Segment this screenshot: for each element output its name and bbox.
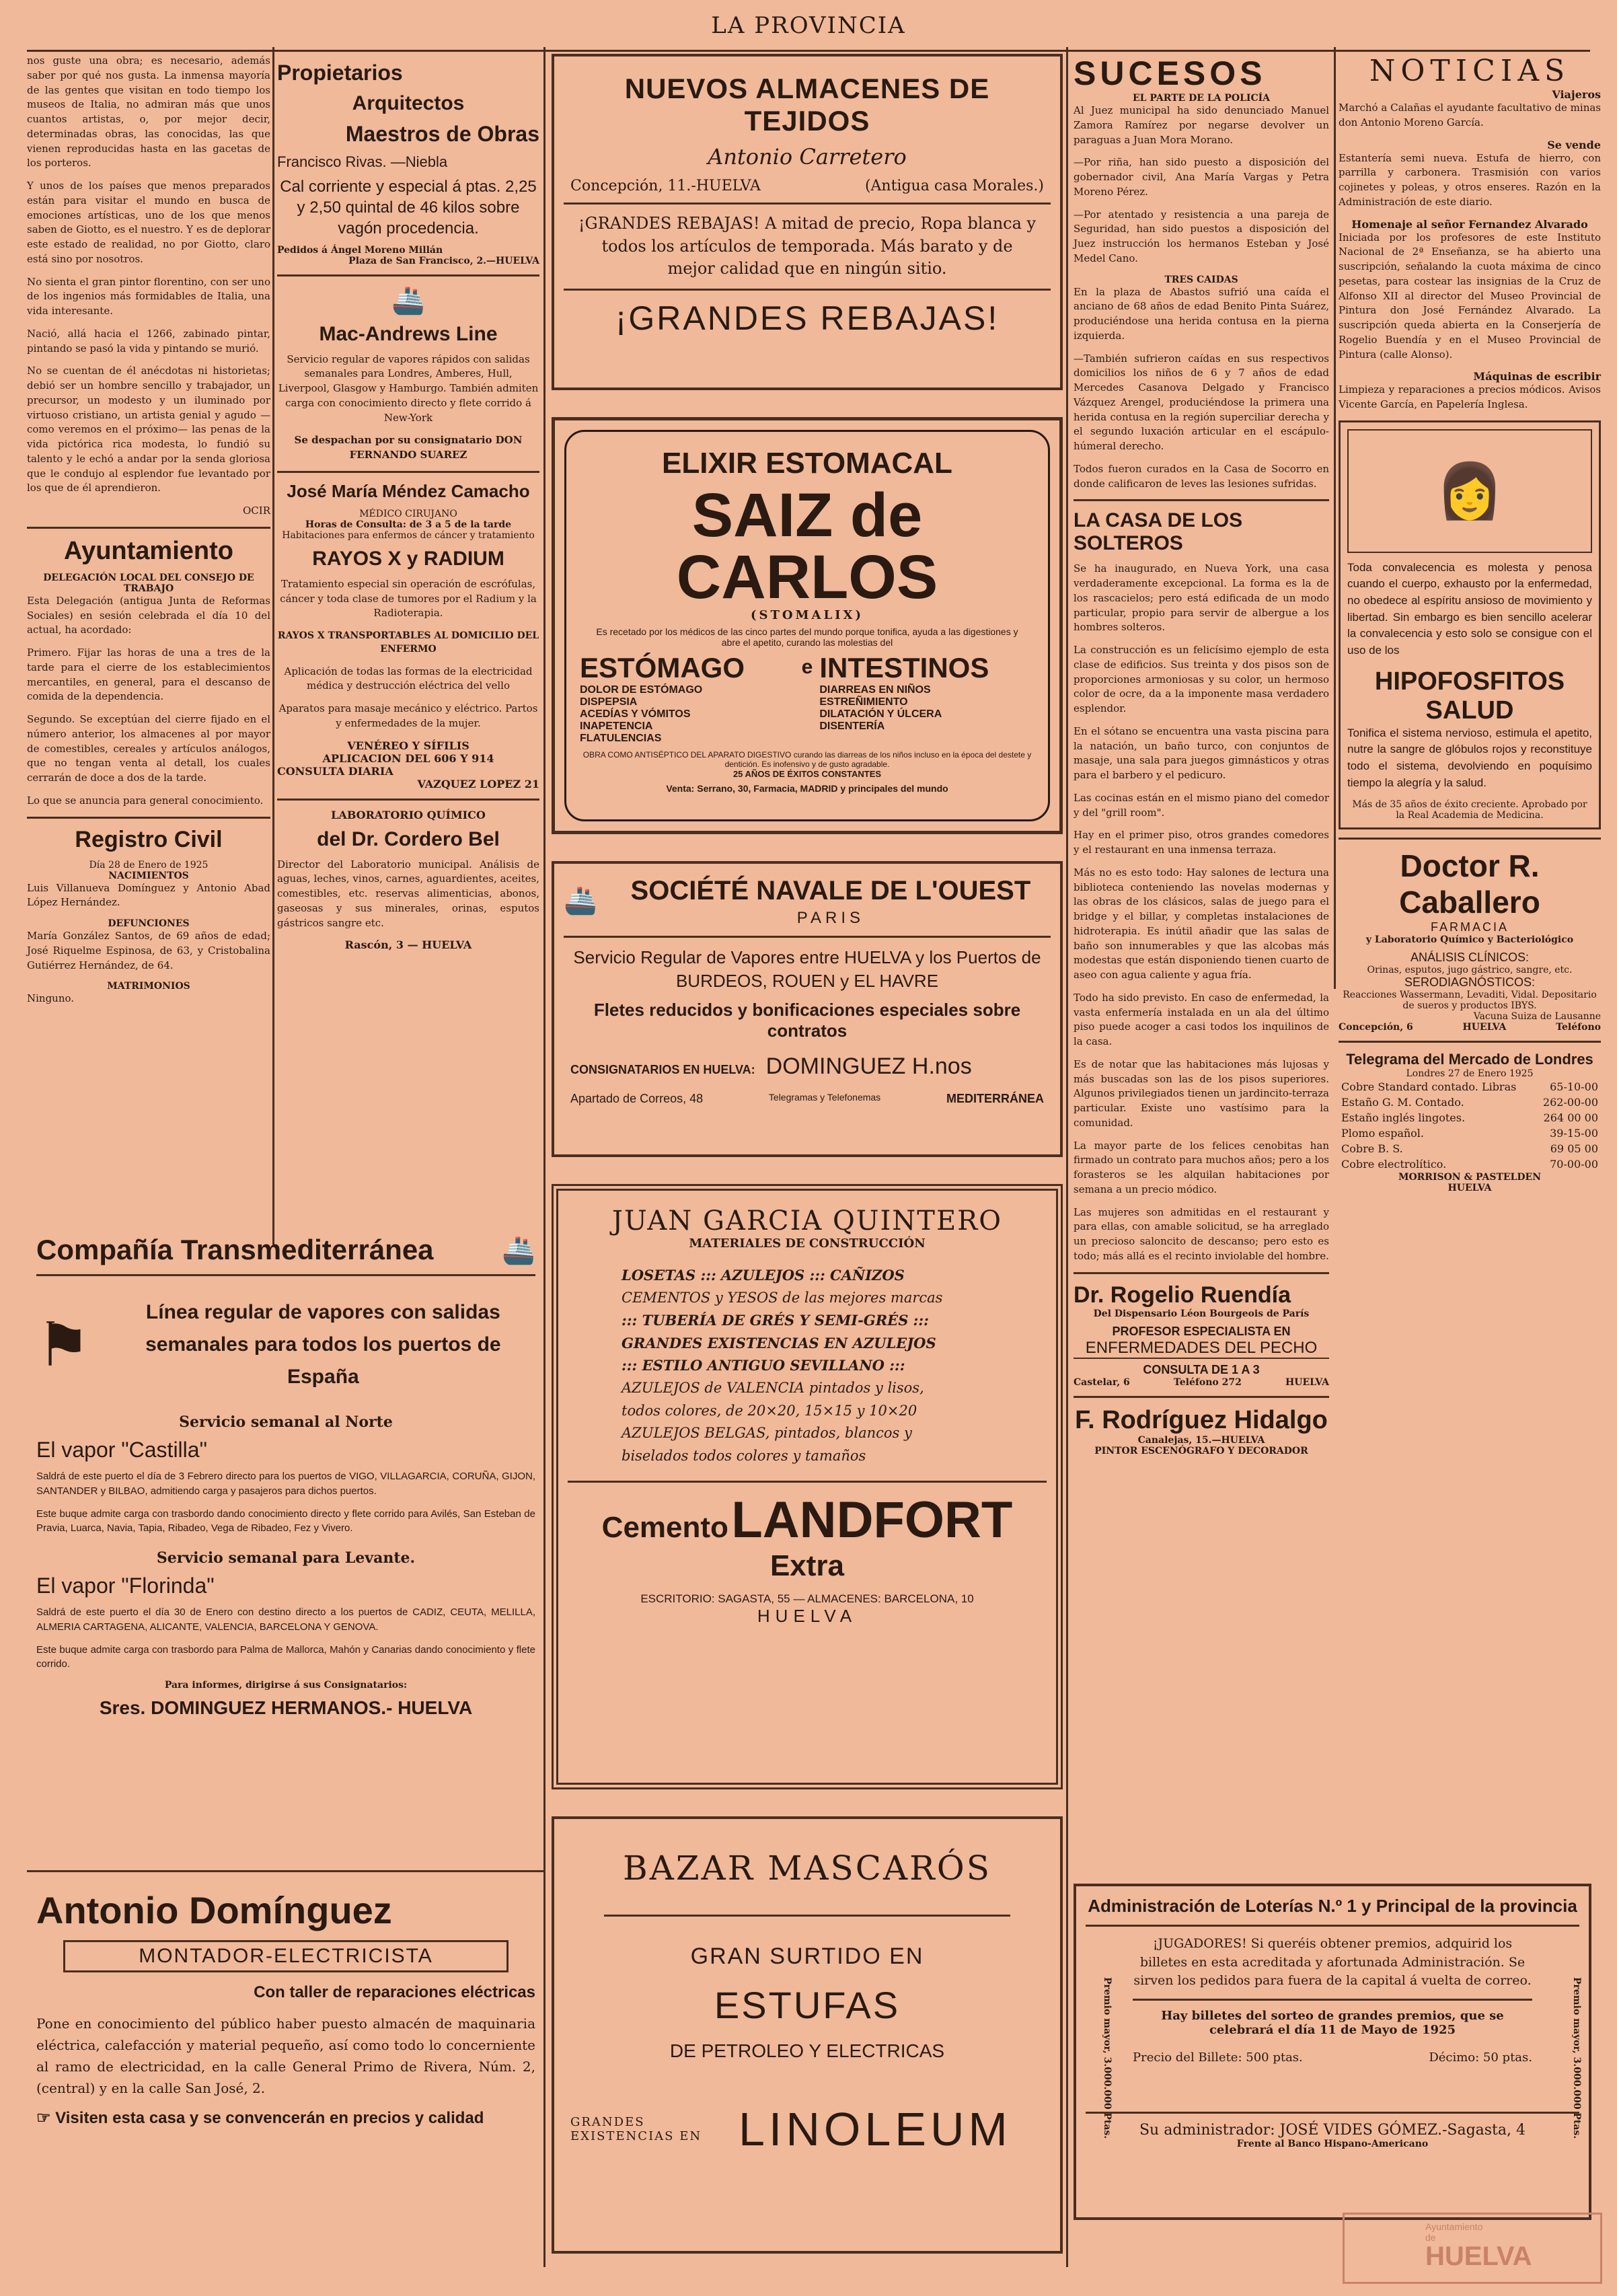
flag-icon: ⚑	[36, 1309, 91, 1380]
paragraph: Y unos de los países que menos preparados están para visitar el mundo en busca de emociones artísticas, uno de los que menos saben de Giotto, es el nuestro. Y es de deplorar este estado de realidad, no por Giotto, claro está sino por nosotros.	[27, 180, 270, 265]
subheading: Servicio semanal al Norte	[179, 1413, 393, 1431]
ad-contact-row	[570, 1092, 1044, 1106]
table-row	[1339, 1141, 1601, 1156]
divider	[36, 1274, 535, 1276]
ad-text: Línea regular de vapores con salidas semanales para todos los puertos de España	[145, 1301, 501, 1388]
ad-text: (Antigua casa Morales.)	[864, 178, 1044, 194]
paragraph: —También sufrieron caídas en sus respectivos domicilios los niños de 6 y 7 años de edad Mercedes Casanova Delgado y Francisco Vázquez Arengel, produciéndose la primera una herida contusa en la región superciliar derecha y el segundo luxación articular en el escápulo-húmeral derecho.	[1074, 352, 1329, 452]
masthead: LA PROVINCIA	[27, 12, 1590, 52]
ad-antonio-dominguez	[27, 1870, 545, 2207]
subheading: TRES CAIDAS	[1164, 274, 1238, 285]
ad-text: Más de 35 años de éxito creciente. Aprobado por la Real Academia de Medicina.	[1352, 799, 1587, 821]
ad-text: Es recetado por los médicos de las cinco partes del mundo porque tonifica, ayuda a las digestiones y abre el apetito, curando las molestias del	[596, 626, 1018, 648]
side-label: Premio mayor, 3.000.000 Ptas.	[1102, 1976, 1113, 2139]
ad-juan-garcia	[552, 1184, 1063, 1789]
ad-city: HUELVA	[1462, 1022, 1507, 1033]
ad-mac-andrews	[277, 323, 539, 463]
ad-text: Este buque admite carga con trasbordo dando conocimiento directo y flete corrido para Avilés, San Esteban de Pravia, Luarca, Navia, Tapia, Ribadeo, Vega de Ribadeo, Fez y Vivero.	[36, 1508, 535, 1534]
paragraph: —Por atentado y resistencia a una pareja de Seguridad, han sido puestos a disposición del Juez instrucción los hermanos Esteban y José Medel Cano.	[1074, 208, 1329, 264]
divider	[27, 527, 270, 529]
table-cell: 39-15-00	[1550, 1127, 1598, 1140]
hand-icon: ☞	[36, 2109, 51, 2127]
material-line: biselados todos colores y tamaños	[622, 1447, 866, 1464]
ad-propietarios	[277, 61, 539, 266]
divider	[1086, 1925, 1579, 1927]
ad-label: CONSIGNATARIOS EN HUELVA:	[570, 1063, 755, 1077]
paragraph: No sienta el gran pintor florentino, con ser uno de los ingenios más formidables de Italia, una vida interesante.	[27, 275, 270, 317]
ad-text: OBRA COMO ANTISÉPTICO DEL APARATO DIGESTIVO curando las diarreas de los niños incluso en la época del destete y dentición. Es inofensivo y de gusto agradable.	[582, 750, 1032, 769]
divider	[1133, 1999, 1532, 2001]
paragraph: Esta Delegación (antigua Junta de Reformas Sociales) en sesión celebrada el día 10 del actual, ha acordado:	[27, 594, 270, 636]
ad-header	[564, 873, 1051, 928]
divider	[1074, 1272, 1329, 1274]
ad-subtitle: Del Dispensario Léon Bourgeois de París	[1093, 1308, 1310, 1319]
material-line: LOSETAS ::: AZULEJOS ::: CAÑIZOS	[622, 1267, 905, 1284]
ad-text: Reacciones Wassermann, Levaditi, Vidal. Depositario de sueros y productos IBYS.	[1343, 990, 1597, 1012]
ad-text: Orinas, esputos, jugo gástrico, sangre, etc.	[1367, 965, 1573, 976]
paragraph: Lo que se anuncia para general conocimiento.	[27, 794, 264, 807]
paragraph: Estantería semi nueva. Estufa de hierro, con parrilla y carbonera. Trasmisión con varios cojinetes y poleas, y otros enseres. Razón en la Administración de este diario.	[1339, 151, 1601, 208]
ad-title: Compañía Transmediterránea	[36, 1234, 434, 1265]
material-line: ::: ESTILO ANTIGUO SEVILLANO :::	[622, 1357, 905, 1374]
table-row	[1339, 1110, 1601, 1125]
paragraph: Iniciada por los profesores de este Instituto Nacional de 2ª Enseñanza, se ha abierto una suscripción, señalando la cuota máxima de cinco pesetas, para costear las insignias de la Cruz de Alfonso XII al director del Museo Provincial de Pintura don José Fernández Alvarado. La suscripción queda abierta en la Conserjería de Rogelio Buendía y en el Museo Provincial de Pintura (calle Alonso).	[1339, 231, 1601, 361]
ad-text: Vacuna Suiza de Lausanne	[1473, 1011, 1601, 1023]
ad-price: Décimo: 50 ptas.	[1429, 2050, 1532, 2065]
ad-subtitle: FARMACIA	[1430, 920, 1509, 934]
divider	[27, 817, 270, 819]
market-table	[1339, 1079, 1601, 1172]
ad-text: APLICACION DEL 606 Y 914	[322, 751, 494, 765]
ad-slogan: ¡GRANDES REBAJAS!	[615, 299, 1000, 337]
date: Día 28 de Enero de 1925	[89, 859, 209, 871]
divider	[564, 936, 1051, 938]
ad-title: NUEVOS ALMACENES DE TEJIDOS	[624, 73, 990, 137]
section-title: SUCESOS	[1074, 54, 1267, 92]
paragraph: En el sótano se encuentra una vasta piscina para la natación, un baño turco, con conjuntos de masaje, una sala para juegos gimnásticos y otras para el barbero y el pedicuro.	[1074, 725, 1329, 781]
ad-text: GRANDES EXISTENCIAS EN	[570, 2115, 702, 2143]
ad-phone: Teléfono	[1556, 1022, 1601, 1033]
ad-title: Antonio Domínguez	[36, 1889, 392, 1931]
table-cell: 70-00-00	[1550, 1158, 1598, 1171]
ad-consignee: Sres. DOMINGUEZ HERMANOS.- HUELVA	[99, 1697, 473, 1718]
divider	[568, 1481, 1047, 1483]
paragraph: María González Santos, de 69 años de edad; José Riquelme Espinosa, de 63, y Cristobalina Gutiérrez Hernández, de 64.	[27, 930, 270, 971]
ad-text: Tonifica el sistema nervioso, estimula el apetito, nutre la sangre de glóbulos rojos y reconstituye todo el sistema, devolviendo en poquísimo tiempo la alegría y la salud.	[1347, 726, 1592, 789]
material-line: ::: TUBERÍA DE GRÉS Y SEMI-GRÉS :::	[622, 1312, 929, 1329]
steamship-icon: 🚢	[391, 285, 425, 316]
article-giotto	[27, 54, 270, 519]
woman-illustration-icon: 👩	[1347, 429, 1592, 553]
archive-watermark	[1343, 2213, 1602, 2284]
ad-address: Concepción, 11.-HUELVA	[570, 178, 761, 194]
paragraph: Limpieza y reparaciones a precios módicos. Avisos Vicente García, en Papelería Inglesa.	[1339, 383, 1601, 410]
table-cell: Cobre Standard contado. Libras	[1341, 1080, 1517, 1094]
subheading: Viajeros	[1552, 88, 1601, 101]
ad-brand: LINOLEUM	[739, 2103, 1012, 2155]
brand-name: SALUD	[1425, 696, 1514, 725]
conjunction: e	[801, 656, 813, 678]
paragraph: Nació, allá hacia el 1266, zabinado pintar, pintando se pasó la vida y pintando se murió.	[27, 327, 270, 355]
section-subtitle: DELEGACIÓN LOCAL DEL CONSEJO DE TRABAJO	[43, 572, 254, 594]
ad-word: Cemento	[601, 1511, 728, 1545]
registro-section	[27, 827, 270, 1007]
ad-title: SOCIÉTÉ NAVALE DE L'OUEST	[630, 876, 1031, 905]
ad-text: ¡GRANDES REBAJAS! A mitad de precio, Ropa blanca y todos los artículos de temporada. Más barato y de mejor calidad que en ningún sitio.	[578, 214, 1037, 279]
paragraph: Todo ha sido previsto. En caso de enfermedad, la vasta enfermería instalada en un ala del último piso puede acoger a casi todos los inquilinos de la casa.	[1074, 991, 1329, 1047]
ad-text: Toda convalecencia es molesta y penosa cuando el cuerpo, exhausto por la enfermedad, no obedece al espíritu ansioso de movimiento y libertad. Sin embargo es bien sencillo acelerar la convalecencia y esto solo se consigue con el uso de los	[1347, 560, 1592, 657]
ad-header	[36, 1234, 535, 1266]
ad-contact-row	[1339, 1022, 1601, 1033]
subheading: Servicio semanal para Levante.	[156, 1549, 416, 1567]
column-1	[27, 54, 270, 1014]
ad-bazar-mascaros	[552, 1816, 1063, 2254]
divider	[564, 289, 1051, 291]
ad-text: Servicio Regular de Vapores entre HUELVA y los Puertos de BURDEOS, ROUEN y EL HAVRE	[573, 947, 1041, 992]
paragraph: Primero. Fijar las horas de una a tres de la tarde para el cierre de los establecimientos mercantiles, en general, para el descanso de comida de la dependencia.	[27, 646, 270, 703]
ad-title: LABORATORIO QUÍMICO	[331, 808, 486, 821]
side-label: Premio mayor, 3.000.000 Ptas.	[1571, 1976, 1582, 2139]
paragraph: Las mujeres son admitidas en el restaurant y para ellas, con amable solicitud, se ha arreglado un precioso saloncito de descanso; pero esto es todo; más allá es el recinto inviolable del hombre.	[1074, 1206, 1329, 1262]
ad-text: Aplicación de todas las formas de la electricidad médica y destrucción eléctrica del vello	[284, 665, 533, 692]
subheading: Máquinas de escribir	[1473, 370, 1601, 383]
steamship-icon: 🚢	[502, 1234, 535, 1266]
subheading: Se vende	[1547, 138, 1601, 151]
paragraph: Al Juez municipal ha sido denunciado Manuel Zamora Ramírez por negarse devolver un paraguas a Juan Mora Morano.	[1074, 104, 1329, 146]
divider	[277, 799, 539, 801]
material-line: todos colores, de 20×20, 15×15 y 10×20	[622, 1402, 917, 1419]
price-row	[1133, 2050, 1532, 2065]
ad-text: RAYOS X TRANSPORTABLES AL DOMICILIO DEL ENFERMO	[277, 630, 539, 655]
ad-societe-navale	[552, 861, 1063, 1157]
paragraph: Se ha inaugurado, en Nueva York, una casa verdaderamente excepcional. La forma es la de los rascacielos; pero está edificada de un modo particular, propio para servir de albergue a los hombres solteros.	[1074, 562, 1329, 634]
subheading: NACIMIENTOS	[108, 870, 189, 881]
ad-title: Dr. Rogelio Ruendía	[1074, 1282, 1291, 1308]
materials-list	[622, 1264, 993, 1467]
ad-title: RAYOS X y RADIUM	[312, 547, 504, 570]
divider	[604, 1915, 1010, 1917]
brand-name: LANDFORT	[731, 1491, 1013, 1549]
ad-title: del Dr. Cordero Bel	[317, 827, 500, 850]
ad-text: Saldrá de este puerto el día 30 de Enero con destino directo a los puertos de CADIZ, CEUTA, MELILLA, ALMERIA CARTAGENA, ALICANTE, VALENCIA, BARCELONA Y GENOVA.	[36, 1606, 535, 1633]
subheading: Homenaje al señor Fernandez Alvarado	[1351, 217, 1588, 231]
paragraph: No se cuentan de él anécdotas ni historietas; debió ser un hombre sencillo y trabajador, un precursor, un modesto y un iluminado por virtuoso cristiano, un artista genial y agudo —como veremos en el próximo— las penas de la vida pictórica rica modesta, lo fundió su talento y le echó a andar por la senda gloriosa que le condujo al esplendor fue levantado por los que de él aprendieron.	[27, 365, 270, 494]
ayuntamiento-section	[27, 537, 270, 809]
ad-owner: Antonio Carretero	[708, 144, 907, 170]
table-cell: 264 00 00	[1543, 1111, 1598, 1125]
ad-text: Hay billetes del sorteo de grandes premios, que se celebrará el día 11 de Mayo de 1925	[1161, 2008, 1504, 2037]
ad-consignee: DOMINGUEZ H.nos	[765, 1053, 972, 1080]
visit-row	[36, 2108, 535, 2128]
ad-address: Canalejas, 15.—HUELVA	[1137, 1434, 1265, 1446]
table-cell: 65-10-00	[1550, 1080, 1598, 1094]
ad-address: Castelar, 6	[1074, 1376, 1130, 1388]
subheading: DEFUNCIONES	[108, 918, 190, 929]
ad-title: José María Méndez Camacho	[287, 480, 530, 501]
ad-heading: ANÁLISIS CLÍNICOS:	[1410, 951, 1530, 965]
ad-text: Se despachan por su consignatario DON FERNANDO SUAREZ	[294, 434, 523, 461]
ad-title: F. Rodríguez Hidalgo	[1075, 1405, 1328, 1434]
paragraph: Luis Villanueva Domínguez y Antonio Abad López Hernández.	[27, 881, 270, 909]
ad-text: GRAN SURTIDO EN	[690, 1943, 924, 1969]
watermark-text: de	[1425, 2232, 1436, 2243]
ad-transmediterranea	[27, 1224, 545, 1857]
ad-title: Doctor R. Caballero	[1399, 848, 1540, 920]
column-3	[552, 54, 1063, 2274]
ad-subtitle: PARIS	[796, 909, 865, 927]
ad-text: Fletes reducidos y bonificaciones especiales sobre contratos	[593, 1000, 1021, 1041]
date: Londres 27 de Enero 1925	[1406, 1068, 1534, 1080]
linoleum-row	[564, 2102, 1051, 2156]
ad-symptom-columns	[580, 652, 1035, 745]
ad-heading: SERODIAGNÓSTICOS:	[1404, 975, 1536, 990]
ad-title: BAZAR MASCARÓS	[622, 1849, 992, 1888]
mercado-londres	[1339, 1051, 1601, 1193]
column-5	[1339, 54, 1601, 1193]
material-line: AZULEJOS BELGAS, pintados, blancos y	[622, 1425, 912, 1442]
ad-text: Para informes, dirigirse á sus Consignatarios:	[164, 1680, 408, 1691]
ad-address: ESCRITORIO: SAGASTA, 55 — ALMACENES: BARCELONA, 10	[640, 1592, 974, 1606]
ad-text: ¡JUGADORES! Si queréis obtener premios, adquirid los billetes en esta acreditada y afortunada Administración. Se sirven los pedidos para fuera de la capital á vuelta de correo.	[1133, 1936, 1532, 1989]
ad-mendez-camacho	[277, 481, 539, 790]
ad-text: CONSULTA DE 1 A 3	[1143, 1362, 1260, 1376]
ad-hipofosfitos	[1339, 420, 1601, 829]
symptom: DISPEPSIA	[580, 696, 638, 708]
ad-label: Telegramas y Telefonemas	[768, 1092, 881, 1103]
ad-text: Director del Laboratorio municipal. Análisis de aguas, leches, vinos, carnes, aguardientes, aceites, comestibles, etc. reservas alimenticias, abonos, gaseosas y sus minerales, orinas, esputos gástricos sangre etc.	[277, 858, 539, 929]
ad-text: 25 AÑOS DE ÉXITOS CONSTANTES	[732, 769, 882, 779]
ad-city: HUELVA	[1447, 1183, 1492, 1194]
symptom: DOLOR DE ESTÓMAGO	[580, 684, 703, 696]
subheading: MATRIMONIOS	[107, 981, 190, 992]
ad-text: PROFESOR ESPECIALISTA EN	[1112, 1324, 1291, 1338]
symptom: ESTREÑIMIENTO	[819, 696, 908, 708]
paragraph: La mayor parte de los felices cenobitas han firmado un contrato para muchos años; pero a los forasteros se les alquilan habitaciones por semana a un precio módico.	[1074, 1139, 1329, 1195]
signature: OCIR	[243, 505, 270, 517]
column-rule	[272, 47, 274, 1245]
ad-laboratorio	[277, 809, 539, 952]
ad-title: Administración de Loterías N.º 1 y Principal de la provincia	[1088, 1896, 1577, 1916]
paragraph: Es de notar que las habitaciones más lujosas y más buscadas son las de los pisos superiores. Algunos privilegiados tienen un jardincito-terraza particular. Existe uno vastísimo para la comunidad.	[1074, 1058, 1329, 1129]
material-line: AZULEJOS de VALENCIA pintados y lisos,	[622, 1379, 924, 1396]
watermark-text: HUELVA	[1425, 2242, 1532, 2271]
loterias-body	[1133, 1935, 1532, 2065]
material-line: CEMENTOS y YESOS de las mejores marcas	[622, 1289, 943, 1306]
ad-address: Rascón, 3 — HUELVA	[344, 938, 472, 952]
ad-address: Concepción, 6	[1339, 1022, 1413, 1033]
ad-elixir-saiz	[552, 417, 1063, 834]
paragraph: nos guste una obra; es necesario, además saber por qué nos gusta. La inmensa mayoría de las gentes que visitan en todo tiempo los museos de Italia, no admiran más que unos cuantos artistas, o, por mejor decir, determinadas obras, las conocidas, las que vienen reproducidas hasta en las gacetas de los porteros.	[27, 54, 270, 170]
ad-title: Propietarios	[277, 61, 403, 85]
ad-text: PINTOR ESCENÓGRAFO Y DECORADOR	[1094, 1445, 1308, 1456]
ad-title: Maestros de Obras	[345, 122, 539, 146]
ad-city: HUELVA	[1285, 1376, 1329, 1388]
ad-subtitle: MONTADOR-ELECTRICISTA	[63, 1940, 509, 1972]
ad-text: VENÉREO Y SÍFILIS	[347, 739, 469, 752]
ad-contact-row	[1074, 1377, 1329, 1388]
ad-text: ENFERMEDADES DEL PECHO	[1074, 1339, 1329, 1359]
ad-address: Apartado de Correos, 48	[570, 1092, 704, 1106]
ad-address: Plaza de San Francisco, 2.—HUELVA	[348, 255, 539, 266]
ad-rodriguez-hidalgo	[1074, 1406, 1329, 1456]
ad-rogelio-ruendia	[1074, 1282, 1329, 1388]
divider	[564, 202, 1051, 205]
paragraph: Más no es esto todo: Hay salones de lectura una biblioteca conteniendo las novelas modernas y las obras de los clásicos, salas de juego para el bridge y el billar, y completas instalaciones de hidroterapia. Es inútil añadir que las salas de baño son innumerables y que las alcobas más modestas que están disponiendo tienen cuarto de aseo con agua caliente y agua fría.	[1074, 866, 1329, 981]
ad-address-row	[570, 178, 1044, 194]
table-row	[1339, 1125, 1601, 1141]
column-2	[277, 54, 539, 951]
ad-text: Habitaciones para enfermos de cáncer y tratamiento	[282, 529, 535, 541]
ad-address: Venta: Serrano, 30, Farmacia, MADRID y principales del mundo	[666, 783, 948, 794]
ad-subtitle: (STOMALIX)	[750, 608, 864, 622]
ad-text: Visiten esta casa y se convencerán en precios y calidad	[55, 2109, 484, 2127]
ad-text: MORRISON & PASTELDEN	[1398, 1172, 1542, 1183]
symptom: DISENTERÍA	[819, 720, 885, 732]
ad-heading: INTESTINOS	[819, 652, 989, 683]
brand-name: HIPOFOSFITOS	[1374, 667, 1565, 696]
table-cell: Estaño G. M. Contado.	[1341, 1096, 1464, 1109]
symptoms-right	[819, 652, 1035, 745]
paragraph: —Por riña, han sido puesto a disposición del gobernador civil, Ana María Vargas y Petra Moreno Pérez.	[1074, 156, 1329, 198]
ad-nuevos-almacenes	[552, 54, 1063, 390]
ad-text: Tratamiento especial sin operación de escrófulas, cáncer y toda clase de tumores por el Radium y la Radioterapia.	[280, 577, 537, 620]
ad-text: Servicio regular de vapores rápidos con salidas semanales para Londres, Amberes, Hull, Liverpool, Glasgow y Hamburgo. También admiten carga con conocimiento directo y flete corrido á New-York	[278, 353, 539, 424]
ad-loterias	[1074, 1884, 1591, 2220]
paragraph: Marchó a Calañas el ayudante facultativo de minas don Antonio Moreno García.	[1339, 102, 1601, 128]
ad-address: Frente al Banco Hispano-Americano	[1236, 2138, 1429, 2149]
ad-text: Con taller de reparaciones eléctricas	[254, 1983, 535, 2001]
ad-text: Pone en conocimiento del público haber puesto almacén de maquinaria eléctrica, calefacción y material pequeño, así como todo lo concerniente al ramo de electricidad, en la calle General Primo de Rivera, Núm. 2, (central) y en la calle San José, 2.	[36, 2015, 535, 2096]
ship-name: El vapor "Florinda"	[36, 1573, 215, 1598]
ad-consig-row	[570, 1053, 1044, 1080]
ad-title: Mac-Andrews Line	[319, 322, 498, 345]
ad-city: HUELVA	[757, 1606, 858, 1627]
ad-title: JUAN GARCIA QUINTERO	[611, 1206, 1003, 1236]
ad-text: ESTUFAS	[714, 1984, 901, 2026]
section-title: Telegrama del Mercado de Londres	[1346, 1051, 1593, 1068]
paragraph: Las cocinas están en el mismo piano del comedor y del "grill room".	[1074, 791, 1329, 819]
table-row	[1339, 1156, 1601, 1172]
divider	[1074, 1396, 1329, 1398]
ad-text: Horas de Consulta: de 3 a 5 de la tarde	[305, 519, 512, 530]
section-title: LA CASA DE LOS SOLTEROS	[1074, 509, 1243, 555]
symptom: ACEDÍAS Y VÓMITOS	[580, 708, 691, 720]
symptoms-left	[580, 652, 795, 745]
table-cell: Plomo español.	[1341, 1127, 1425, 1140]
material-line: GRANDES EXISTENCIAS EN AZULEJOS	[622, 1334, 936, 1351]
ad-text: Saldrá de este puerto el día de 3 Febrero directo para los puertos de VIGO, VILLAGARCIA, CORUÑA, GIJON, SANTANDER y BILBAO, admitiendo carga y pasajeros para dichos puertos.	[36, 1471, 535, 1497]
ad-text: Cal corriente y especial á ptas. 2,25 y 2,50 quintal de 46 kilos sobre vagón procedencia.	[280, 178, 537, 238]
divider	[277, 274, 539, 276]
landfort-title	[568, 1491, 1047, 1583]
ad-value: MEDITERRÁNEA	[946, 1092, 1044, 1106]
ad-phone: Teléfono 272	[1173, 1376, 1242, 1388]
ship-name: El vapor "Castilla"	[36, 1438, 207, 1462]
paragraph: La construcción es un felicísimo ejemplo de esta clase de edificios. Sus treinta y dos pisos son de proporciones armoniosas y su color, un hermoso color de ocre, da a la imponente masa verdadero esplendor.	[1074, 644, 1329, 714]
ad-owner: Francisco Rivas. —Niebla	[277, 153, 448, 170]
symptom: DILATACIÓN Y ÚLCERA	[819, 708, 942, 720]
section-title: NOTICIAS	[1369, 54, 1571, 88]
ad-word: Extra	[769, 1549, 845, 1583]
ad-text: Su administrador: JOSÉ VIDES GÓMEZ.-Sagasta, 4	[1139, 2121, 1526, 2139]
ad-text: Aparatos para masaje mecánico y eléctrico. Partos y enfermedades de la mujer.	[278, 702, 538, 729]
ad-text: DE PETROLEO Y ELECTRICAS	[669, 2040, 945, 2061]
divider	[1339, 838, 1601, 840]
symptom: INAPETENCIA	[580, 720, 653, 732]
paragraph: Ninguno.	[27, 992, 75, 1005]
ad-text: Pedidos á Ángel Moreno Millán	[277, 244, 443, 256]
section-title: Ayuntamiento	[64, 536, 233, 565]
symptom: DIARREAS EN NIÑOS	[819, 684, 931, 696]
paragraph: Segundo. Se exceptúan del cierre fijado en el número anterior, los almacenes al por mayor de comestibles, cereales y artículos análogos, que no tengan venta al detall, los cuales cerrarán de doce a dos de la tarde.	[27, 713, 270, 784]
column-4	[1074, 54, 1329, 1456]
symptom: FLATULENCIAS	[580, 733, 662, 744]
ad-title: ELIXIR ESTOMACAL	[662, 447, 952, 480]
ad-price: Precio del Billete: 500 ptas.	[1133, 2050, 1303, 2065]
table-row	[1339, 1095, 1601, 1110]
table-cell: 262-00-00	[1542, 1096, 1598, 1109]
linea-row	[36, 1296, 535, 1393]
ad-title: Arquitectos	[352, 92, 465, 114]
column-rule	[1066, 47, 1068, 2267]
paragraph: Todos fueron curados en la Casa de Socorro en donde calificaron de leves las lesiones sufridas.	[1074, 462, 1329, 490]
section-title: Registro Civil	[75, 826, 223, 852]
ad-frame	[564, 430, 1050, 821]
ad-address: VAZQUEZ LOPEZ 21	[417, 777, 539, 790]
ad-heading: ESTÓMAGO	[580, 652, 745, 683]
column-rule	[1334, 47, 1336, 989]
ad-text: Este buque admite carga con trasbordo para Palma de Mallorca, Mahón y Canarias dando conocimiento y flete corrido.	[36, 1643, 535, 1670]
divider	[1086, 2112, 1579, 2114]
ad-subtitle: MÉDICO CIRUJANO	[359, 508, 457, 519]
ad-title-block	[611, 873, 1051, 928]
paragraph: En la plaza de Abastos sufrió una caída el anciano de 68 años de edad Benito Pinta Suárez, produciéndose una herida contusa en la pierna izquierda.	[1074, 285, 1329, 342]
table-row	[1339, 1079, 1601, 1095]
watermark-text: Ayuntamiento	[1425, 2221, 1483, 2232]
divider	[277, 471, 539, 473]
table-cell: Cobre B. S.	[1341, 1142, 1403, 1156]
table-cell: Estaño inglés lingotes.	[1341, 1111, 1466, 1125]
table-cell: Cobre electrolítico.	[1341, 1158, 1447, 1171]
ad-subtitle: y Laboratorio Químico y Bacteriológico	[1365, 934, 1574, 946]
steamship-icon: 🚢	[564, 885, 597, 916]
brand-name: SAIZ de CARLOS	[676, 481, 938, 612]
ad-doctor-caballero	[1339, 848, 1601, 1033]
table-cell: 69 05 00	[1550, 1142, 1598, 1156]
paragraph: Hay en el primer piso, otros grandes comedores y el restaurant en una inmensa terraza.	[1074, 829, 1329, 856]
divider	[1339, 1041, 1601, 1043]
ad-text: CONSULTA DIARIA	[277, 764, 393, 778]
divider	[1074, 499, 1329, 501]
ad-subtitle: MATERIALES DE CONSTRUCCIÓN	[689, 1236, 926, 1251]
subheading: EL PARTE DE LA POLICÍA	[1132, 93, 1271, 104]
